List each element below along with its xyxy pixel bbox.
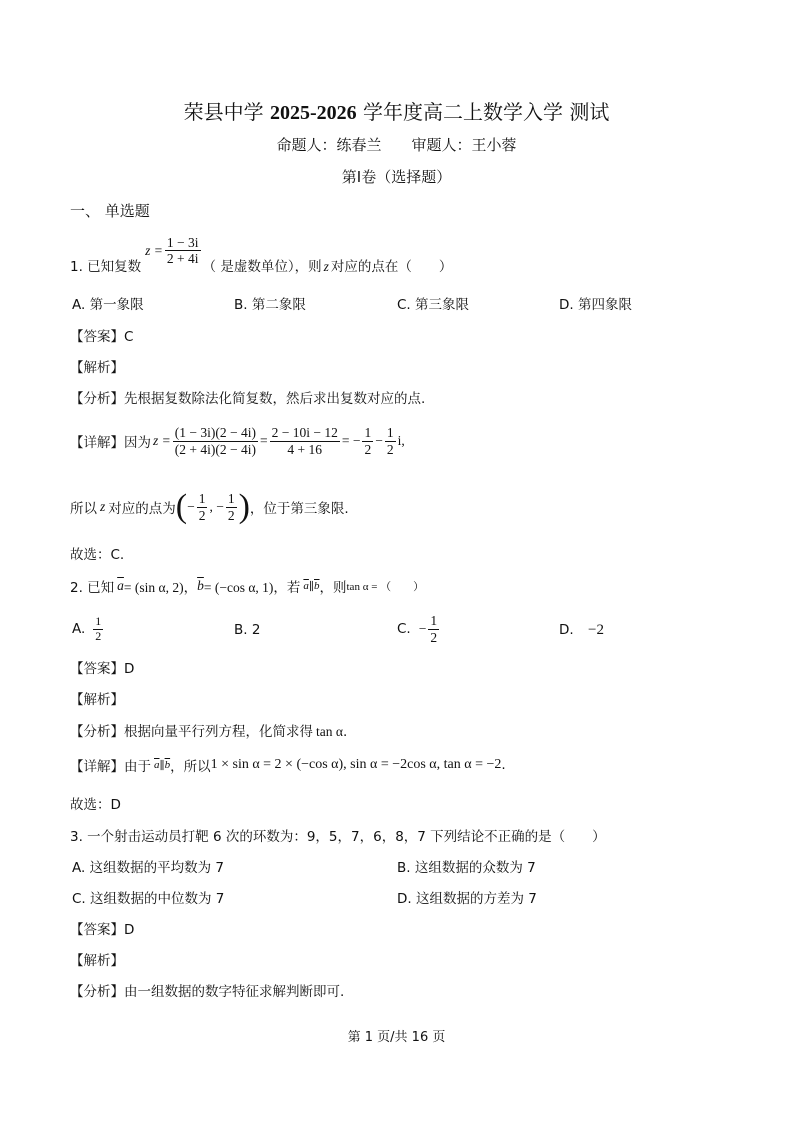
q1-detail-z-eq: z =: [153, 433, 171, 448]
q1-left-paren: (: [175, 488, 188, 525]
q1-detail: [70, 418, 405, 464]
q1-detail-eq: =: [259, 433, 268, 448]
q1-detail-fraction-2: [270, 425, 340, 457]
title-years: 2025-2026: [269, 102, 357, 124]
q2-opt-c-den: 2: [430, 629, 438, 645]
q2-opt-c-label: C.: [397, 621, 411, 637]
q1-point-half-den-1: 2: [198, 507, 206, 523]
q2-cond-b: $\overline{b}$: [314, 580, 320, 592]
q1-tail: （ 是虚数单位），则: [202, 259, 322, 275]
q1-half-num-1: 1: [364, 424, 372, 440]
q1-detail-num-2: 2 − 10i − 12: [271, 424, 338, 440]
page-footer: 第 1 页/共 16 页: [347, 1030, 446, 1045]
q2-fenxi-text: 【分析】根据向量平行列方程，化简求得: [70, 724, 313, 740]
q3-analysis-label: 【解析】: [70, 953, 124, 969]
q3-option-d: D. 这组数据的方差为 7: [397, 891, 537, 907]
q1-answer: 【答案】C: [70, 329, 134, 345]
q2-answer: 【答案】D: [70, 661, 135, 677]
question-1-stem: [70, 233, 452, 277]
q2-opt-c-minus: −: [418, 621, 427, 636]
q2-option-c: [397, 611, 441, 647]
q2-fenxi-tan: tan α: [316, 724, 343, 739]
q1-point-tail: ，位于第三象限.: [249, 501, 349, 517]
q1-right-paren: ): [238, 488, 250, 525]
q3-fenxi: 【分析】由一组数据的数字特征求解判断即可.: [70, 984, 345, 1000]
q1-point-mid: 对应的点为: [108, 501, 176, 517]
q2-option-b: B. 2: [234, 622, 261, 638]
q1-detail-end: i,: [397, 433, 405, 448]
title-prefix: 荣县中学: [183, 100, 270, 124]
q1-detail-half-1: [362, 425, 373, 457]
q2-detail-b: $\overline{b}$: [164, 759, 171, 771]
title-suffix: 学年度高二上数学入学 测试: [356, 100, 610, 124]
q2-vector-b: $\overline{b}$: [197, 578, 204, 593]
q1-z: z: [323, 259, 329, 274]
q2-opt-a-num: 1: [95, 613, 102, 628]
q1-point-lead: 所以: [70, 501, 97, 517]
q1-point-half-den-2: 2: [227, 507, 235, 523]
q2-fenxi: [70, 720, 347, 740]
q2-detail-lead: 【详解】由于: [70, 759, 151, 775]
q1-point-z: z: [100, 499, 106, 514]
q1-half-den-1: 2: [364, 441, 372, 457]
q1-point-half-num-1: 1: [198, 490, 206, 506]
q2-cond-a: $\overline{a}$: [303, 580, 309, 592]
q2-analysis-label: 【解析】: [70, 692, 124, 708]
q2-detail-eq: 1 × sin α = 2 × (−cos α), sin α = −2cos α, tan α = −2: [210, 757, 502, 772]
authors-line: 命题人：练春兰 审题人：王小蓉: [276, 136, 517, 154]
q2-opt-a-den: 2: [95, 628, 102, 643]
q3-option-a: A. 这组数据的平均数为 7: [72, 860, 224, 876]
q1-point-half-2: [226, 491, 237, 523]
q2-lead: 2. 已知: [70, 580, 115, 596]
q2-a-eq: = (sin α, 2)，: [123, 580, 198, 595]
q1-conclusion: 故选：C.: [70, 547, 125, 563]
q3-answer: 【答案】D: [70, 922, 135, 938]
q2-detail-parallel: ∥: [159, 759, 165, 772]
q1-option-a: A. 第一象限: [72, 297, 144, 313]
q3-option-b: B. 这组数据的众数为 7: [397, 860, 536, 876]
q1-formula: [145, 235, 202, 267]
q2-parallel: ∥: [308, 580, 314, 593]
question-2-stem: [70, 576, 424, 596]
q1-option-b: B. 第二象限: [234, 297, 306, 313]
q1-analysis-label: 【解析】: [70, 360, 124, 376]
q1-point-line: [70, 484, 349, 530]
q1-z-eq: z =: [145, 242, 163, 258]
q1-detail-fraction-1: [173, 425, 258, 457]
q1-half-den-2: 2: [386, 441, 394, 457]
q2-vector-a: $\overline{a}$: [117, 578, 124, 593]
q2-opt-a-frac: [93, 615, 103, 644]
q1-detail-num-1: (1 − 3i)(2 − 4i): [174, 424, 256, 440]
q1-lead: 1. 已知复数: [70, 259, 142, 275]
q1-fraction: [165, 235, 201, 267]
q2-option-d: [559, 622, 604, 639]
q1-numerator: 1 − 3i: [166, 234, 199, 250]
q1-option-d: D. 第四象限: [559, 297, 632, 313]
q2-detail-mid: ，所以: [170, 759, 211, 775]
q1-detail-eq2: = −: [341, 433, 361, 448]
q1-half-num-2: 1: [386, 424, 394, 440]
q1-detail-label: 【详解】因为: [70, 435, 151, 451]
q2-detail-a: $\overline{a}$: [154, 759, 160, 771]
q2-opt-a-label: A.: [72, 621, 86, 637]
q1-tail2: 对应的点在（ ）: [330, 259, 453, 275]
q2-detail: [70, 755, 506, 775]
q2-opt-d-label: D.: [559, 622, 574, 638]
q2-fenxi-end: .: [342, 724, 348, 740]
q1-point-minus: −: [187, 499, 195, 514]
q2-tan: tan α = （ ）: [346, 581, 425, 593]
q2-opt-d-value: −2: [587, 622, 604, 638]
q1-point-half-num-2: 1: [227, 490, 235, 506]
section-heading: 一、 单选题: [70, 202, 150, 220]
q2-conclusion: 故选：D: [70, 797, 121, 813]
question-3-stem: 3. 一个射击运动员打靶 6 次的环数为：9，5，7，6，8，7 下列结论不正确的是（ ）: [70, 829, 606, 845]
q2-option-a: [72, 611, 105, 647]
volume-title: 第Ⅰ卷（选择题）: [341, 168, 452, 186]
q1-point-comma: , −: [209, 499, 224, 514]
q3-option-c: C. 这组数据的中位数为 7: [72, 891, 225, 907]
q1-detail-den-1: (2 + 4i)(2 − 4i): [174, 441, 256, 457]
q1-point-half-1: [197, 491, 208, 523]
q1-detail-den-2: 4 + 16: [287, 441, 323, 457]
q2-detail-end: .: [501, 757, 506, 773]
q1-detail-minus: −: [375, 433, 383, 448]
q1-fenxi: 【分析】先根据复数除法化简复数，然后求出复数对应的点.: [70, 391, 426, 407]
q2-opt-c-num: 1: [430, 612, 438, 628]
q2-b-eq: = (−cos α, 1)，若: [203, 580, 301, 595]
q2-then: ，则: [319, 580, 347, 596]
exam-title: [0, 96, 793, 125]
q1-option-c: C. 第三象限: [397, 297, 470, 313]
q2-opt-c-frac: [428, 613, 439, 645]
q1-denominator: 2 + 4i: [166, 251, 199, 267]
q1-detail-half-2: [385, 425, 396, 457]
